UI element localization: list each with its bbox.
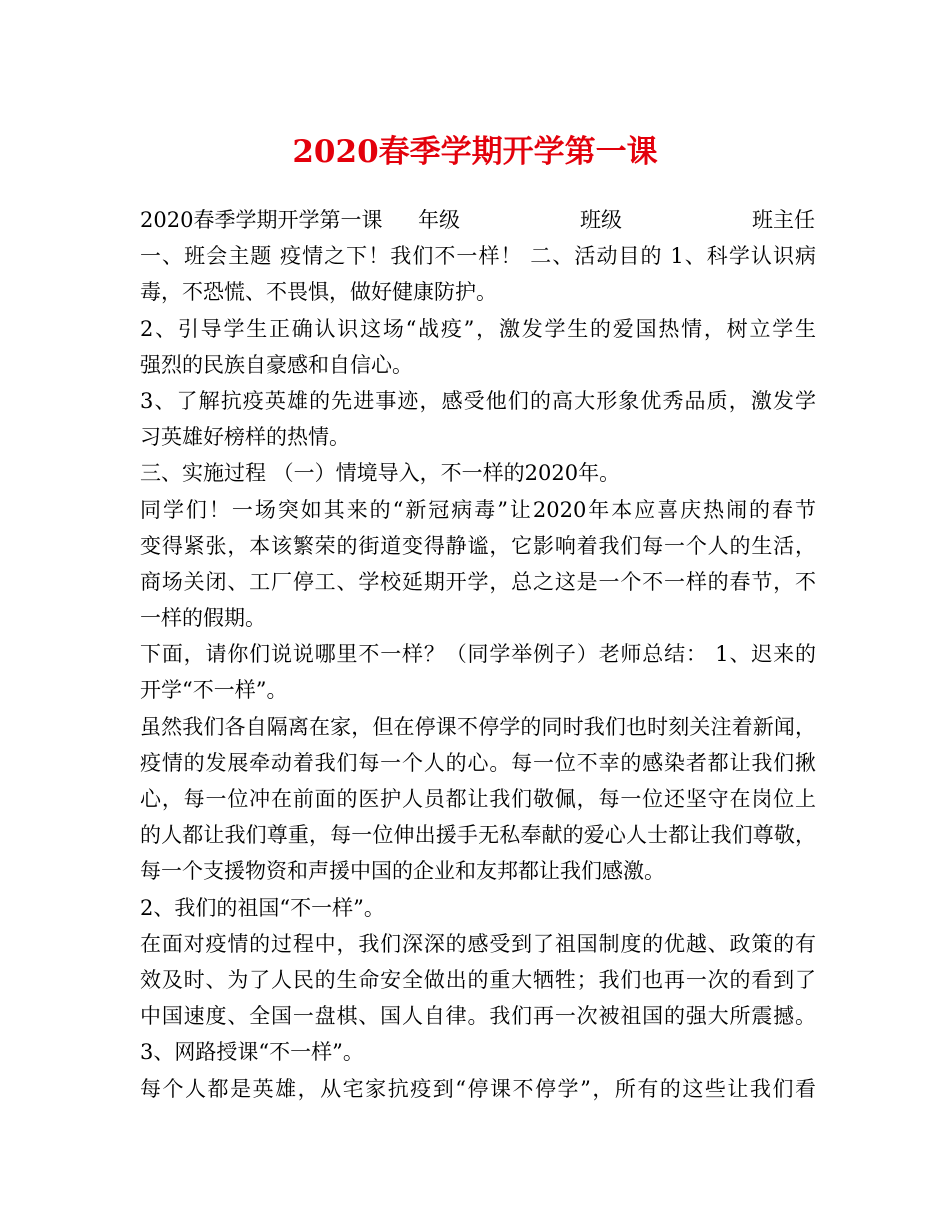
body-line: 一、班会主题 疫情之下！我们不一样！ 二、活动目的 1、科学认识病 bbox=[140, 244, 816, 269]
body-line: 3、网路授课“不一样”。 bbox=[140, 1040, 364, 1065]
body-line: 同学们！一场突如其来的“新冠病毒”让2020年本应喜庆热闹的春节 bbox=[140, 497, 816, 522]
body-line: 每个人都是英雄，从宅家抗疫到“停课不停学”，所有的这些让我们看 bbox=[140, 1076, 816, 1101]
body-line: 在面对疫情的过程中，我们深深的感受到了祖国制度的优越、政策的有 bbox=[140, 931, 816, 956]
header-class: 班级 bbox=[580, 208, 622, 232]
body-line: 下面，请你们说说哪里不一样？（同学举例子）老师总结： 1、迟来的 bbox=[140, 642, 816, 667]
header-lesson: 2020春季学期开学第一课 bbox=[140, 208, 383, 232]
body-line: 中国速度、全国一盘棋、国人自律。我们再一次被祖国的强大所震撼。 bbox=[140, 1004, 816, 1029]
document-title: 2020春季学期开学第一课 bbox=[292, 134, 658, 170]
body-line: 开学“不一样”。 bbox=[140, 678, 288, 703]
body-line: 三、实施过程 （一）情境导入，不一样的2020年。 bbox=[140, 461, 621, 486]
body-line: 2、引导学生正确认识这场“战疫”，激发学生的爱国热情，树立学生 bbox=[140, 316, 816, 341]
document-body bbox=[140, 202, 816, 1107]
body-line: 商场关闭、工厂停工、学校延期开学，总之这是一个不一样的春节，不 bbox=[140, 569, 816, 594]
body-line: 心，每一位冲在前面的医护人员都让我们敬佩，每一位还坚守在岗位上 bbox=[140, 787, 816, 811]
body-line: 变得紧张，本该繁荣的街道变得静谧，它影响着我们每一个人的生活， bbox=[140, 533, 816, 558]
body-line: 一样的假期。 bbox=[140, 606, 266, 631]
body-line: 疫情的发展牵动着我们每一个人的心。每一位不幸的感染者都让我们揪 bbox=[140, 750, 816, 775]
body-line: 虽然我们各自隔离在家，但在停课不停学的同时我们也时刻关注着新闻， bbox=[140, 714, 816, 739]
body-line: 2、我们的祖国“不一样”。 bbox=[140, 895, 385, 920]
header-line bbox=[140, 202, 816, 238]
header-grade: 年级 bbox=[418, 208, 460, 232]
body-line: 3、了解抗疫英雄的先进事迹，感受他们的高大形象优秀品质，激发学 bbox=[140, 388, 816, 413]
body-line: 习英雄好榜样的热情。 bbox=[140, 425, 350, 450]
body-line: 强烈的民族自豪感和自信心。 bbox=[140, 352, 413, 377]
body-line: 毒，不恐慌、不畏惧，做好健康防护。 bbox=[140, 280, 497, 305]
body-line: 的人都让我们尊重，每一位伸出援手无私奉献的爱心人士都让我们尊敬， bbox=[140, 823, 816, 848]
body-line: 效及时、为了人民的生命安全做出的重大牺牲；我们也再一次的看到了 bbox=[140, 967, 816, 992]
header-teacher: 班主任 bbox=[752, 208, 815, 232]
body-line: 每一个支援物资和声援中国的企业和友邦都让我们感激。 bbox=[140, 859, 665, 884]
